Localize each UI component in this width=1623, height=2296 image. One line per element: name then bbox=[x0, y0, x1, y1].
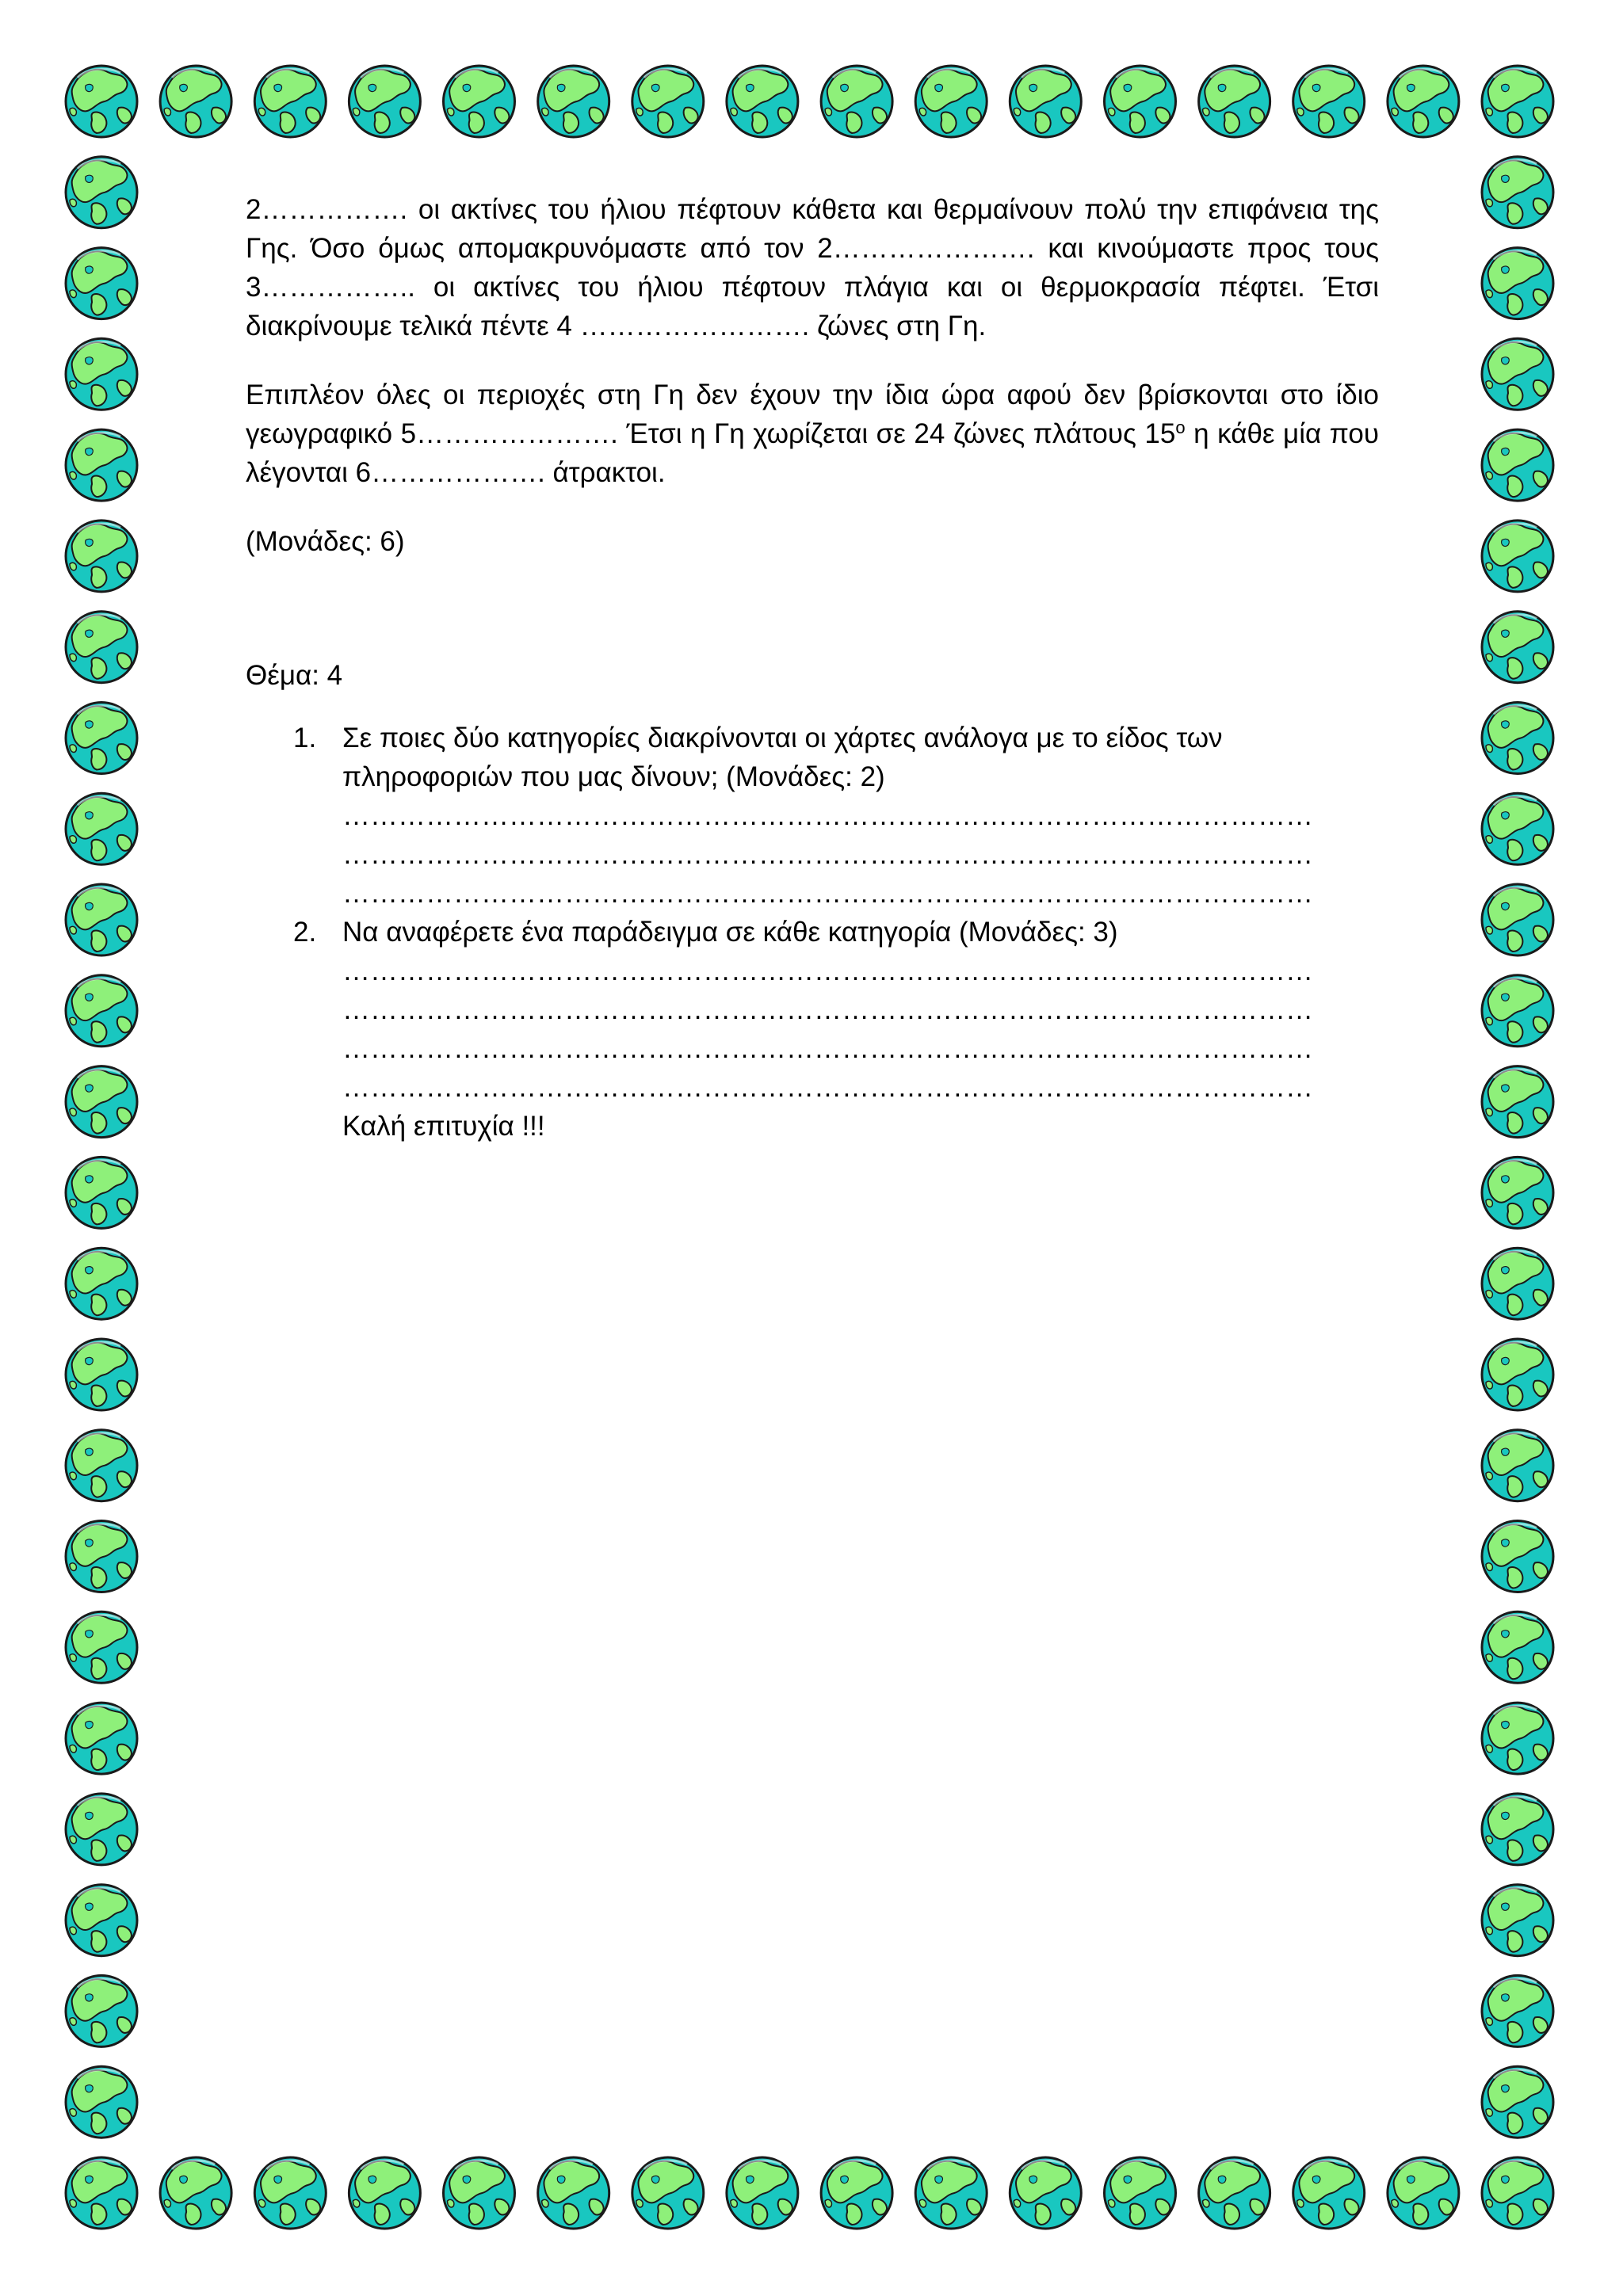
globe-icon bbox=[1199, 2157, 1270, 2229]
globe-icon bbox=[66, 1339, 137, 1410]
points-label: (Μονάδες: 6) bbox=[246, 526, 405, 557]
globe-icon bbox=[1293, 66, 1365, 137]
globe-icon bbox=[821, 66, 892, 137]
globe-icon bbox=[1482, 1703, 1553, 1774]
globe-icon bbox=[66, 793, 137, 864]
globe-icon bbox=[66, 1611, 137, 1683]
answer-line[interactable]: …………………………………………………………………………………………… bbox=[342, 955, 1313, 986]
globe-icon bbox=[66, 975, 137, 1047]
globe-icon bbox=[1388, 2157, 1459, 2229]
globe-icon bbox=[1482, 1885, 1553, 1956]
globe-icon bbox=[538, 66, 609, 137]
globe-icon bbox=[1482, 157, 1553, 228]
globe-icon bbox=[444, 66, 515, 137]
worksheet-content bbox=[246, 190, 1379, 1146]
globe-icon bbox=[66, 884, 137, 955]
globe-icon bbox=[66, 1703, 137, 1774]
globe-icon bbox=[915, 66, 987, 137]
globe-icon bbox=[349, 66, 420, 137]
globe-icon bbox=[66, 1521, 137, 1592]
globe-icon bbox=[66, 1157, 137, 1228]
globe-icon bbox=[1482, 1430, 1553, 1501]
question-item bbox=[246, 719, 1379, 913]
paragraph-time-zones-text-end: η κάθε μία που λέγονται 6………………. άτρακτοι. bbox=[246, 418, 1379, 488]
degree-superscript: ο bbox=[1175, 418, 1186, 437]
globe-icon bbox=[66, 1066, 137, 1138]
globe-icon bbox=[632, 66, 704, 137]
globe-icon bbox=[1482, 521, 1553, 592]
globe-icon bbox=[1482, 1157, 1553, 1228]
globe-icon bbox=[349, 2157, 420, 2229]
globe-icon bbox=[1482, 338, 1553, 410]
globe-icon bbox=[1010, 66, 1081, 137]
globe-icon bbox=[1482, 1611, 1553, 1683]
question-text: Να αναφέρετε ένα παράδειγμα σε κάθε κατηγορία (Μονάδες: 3) bbox=[342, 917, 1118, 948]
globe-icon bbox=[1105, 66, 1176, 137]
closing-wish: Καλή επιτυχία !!! bbox=[342, 1111, 545, 1142]
answer-line[interactable]: …………………………………………………………………………………………… bbox=[342, 1033, 1313, 1064]
question-list bbox=[246, 719, 1379, 1107]
question-number: 2. bbox=[293, 917, 317, 948]
globe-icon bbox=[66, 2066, 137, 2138]
globe-icon bbox=[66, 1430, 137, 1501]
globe-icon bbox=[1199, 66, 1270, 137]
question-item bbox=[246, 913, 1379, 1107]
globe-icon bbox=[1010, 2157, 1081, 2229]
paragraph-time-zones-text: Επιπλέον όλες οι περιοχές στη Γη δεν έχουν την ίδια ώρα αφού δεν βρίσκονται στο ίδιο γεωγραφικό 5…………………. Έτσι η Γη χωρίζεται σε 24 ζώνες πλάτους 15 bbox=[246, 379, 1379, 449]
globe-icon bbox=[66, 157, 137, 228]
globe-icon bbox=[1482, 703, 1553, 774]
globe-icon bbox=[1482, 1794, 1553, 1865]
globe-icon bbox=[66, 703, 137, 774]
globe-icon bbox=[538, 2157, 609, 2229]
globe-icon bbox=[1482, 612, 1553, 683]
globe-icon bbox=[66, 1885, 137, 1956]
answer-line[interactable]: …………………………………………………………………………………………… bbox=[342, 994, 1313, 1025]
globe-icon bbox=[1482, 1521, 1553, 1592]
globe-icon bbox=[1388, 66, 1459, 137]
globe-icon bbox=[254, 66, 326, 137]
answer-line[interactable]: …………………………………………………………………………………………… bbox=[342, 800, 1313, 831]
globe-icon bbox=[66, 1248, 137, 1319]
globe-icon bbox=[66, 1794, 137, 1865]
globe-icon bbox=[1482, 248, 1553, 319]
answer-line[interactable]: …………………………………………………………………………………………… bbox=[342, 839, 1313, 870]
globe-icon bbox=[727, 2157, 798, 2229]
globe-icon bbox=[444, 2157, 515, 2229]
globe-icon bbox=[66, 612, 137, 683]
globe-icon bbox=[1293, 2157, 1365, 2229]
globe-icon bbox=[632, 2157, 704, 2229]
globe-icon bbox=[66, 429, 137, 501]
paragraph-time-zones bbox=[246, 376, 1379, 492]
globe-icon bbox=[1482, 1248, 1553, 1319]
globe-icon bbox=[160, 66, 231, 137]
globe-icon bbox=[1482, 429, 1553, 501]
question-text: Σε ποιες δύο κατηγορίες διακρίνονται οι χάρτες ανάλογα με το είδος των πληροφοριών που μας δίνουν; (Μονάδες: 2) bbox=[342, 723, 1223, 792]
answer-line[interactable]: …………………………………………………………………………………………… bbox=[342, 1072, 1313, 1103]
globe-icon bbox=[66, 521, 137, 592]
globe-icon bbox=[66, 66, 137, 137]
globe-icon bbox=[1482, 1339, 1553, 1410]
globe-icon bbox=[254, 2157, 326, 2229]
globe-icon bbox=[1482, 975, 1553, 1047]
globe-icon bbox=[1482, 793, 1553, 864]
globe-icon bbox=[66, 1975, 137, 2046]
globe-icon bbox=[1482, 884, 1553, 955]
globe-icon bbox=[1482, 1066, 1553, 1138]
globe-icon bbox=[915, 2157, 987, 2229]
question-number: 1. bbox=[293, 723, 317, 753]
globe-icon bbox=[1482, 2066, 1553, 2138]
topic-title: Θέμα: 4 bbox=[246, 660, 343, 691]
globe-icon bbox=[1482, 2157, 1553, 2229]
globe-icon bbox=[66, 2157, 137, 2229]
globe-icon bbox=[66, 248, 137, 319]
paragraph-sun-rays: 2……………. οι ακτίνες του ήλιου πέφτουν κάθετα και θερμαίνουν πολύ την επιφάνεια της Γης. Όσο όμως απομακρυνόμαστε από τον 2…………………. και κινούμαστε προς τους 3…………….. οι ακτίνες του ήλιου πέφτουν πλάγια και οι θερμοκρασία πέφτει. Έτσι διακρίνουμε τελικά πέντε 4 ……………………. ζώνες στη Γη. bbox=[246, 194, 1379, 341]
answer-line[interactable]: …………………………………………………………………………………………… bbox=[342, 878, 1313, 909]
globe-icon bbox=[821, 2157, 892, 2229]
globe-icon bbox=[727, 66, 798, 137]
globe-icon bbox=[1482, 1975, 1553, 2046]
globe-icon bbox=[1482, 66, 1553, 137]
globe-icon bbox=[1105, 2157, 1176, 2229]
globe-icon bbox=[66, 338, 137, 410]
globe-icon bbox=[160, 2157, 231, 2229]
